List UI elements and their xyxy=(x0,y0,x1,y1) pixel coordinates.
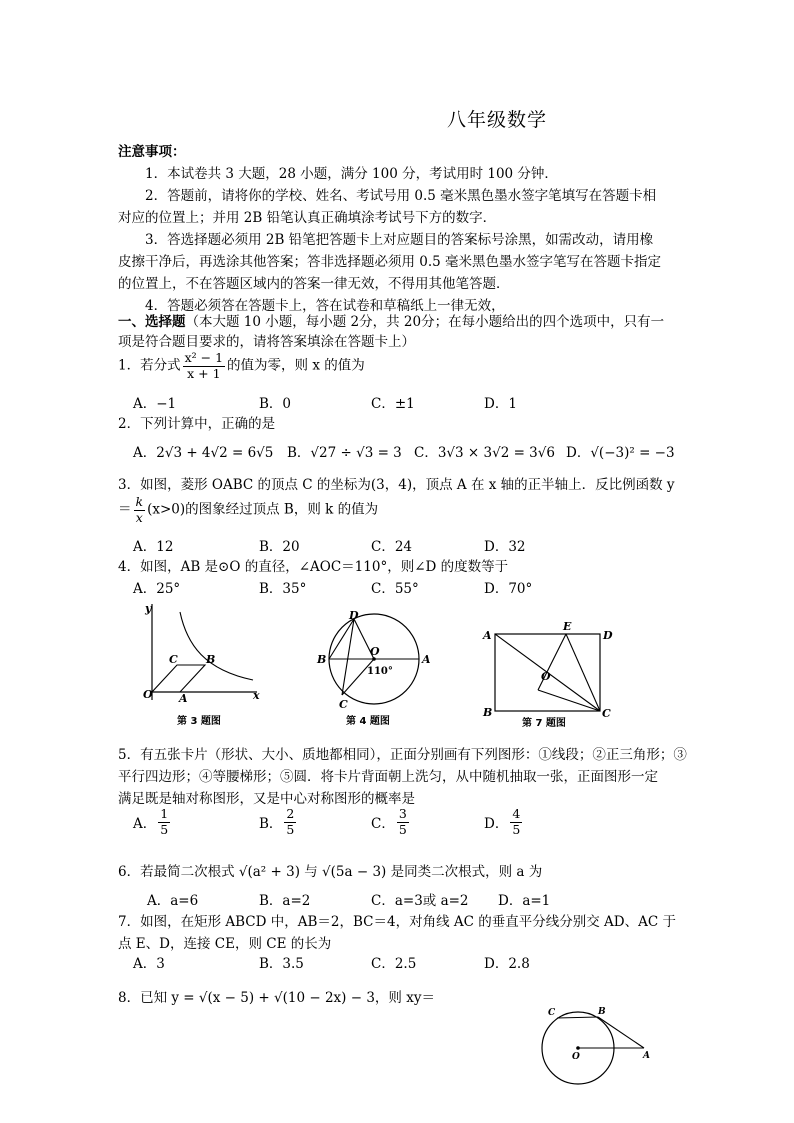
q5-c-num: 3 xyxy=(398,806,407,821)
q2-option-d: D．√(−3)² = −3 xyxy=(566,445,675,461)
fig4-label-d: D xyxy=(349,609,359,622)
fig8-label-b: B xyxy=(598,1007,606,1017)
question-1-stem xyxy=(118,352,365,380)
q3-suffix: (x>0)的图象经过顶点 B，则 k 的值为 xyxy=(147,501,379,518)
question-2-stem: 2．下列计算中，正确的是 xyxy=(118,416,276,432)
hyperbola-curve xyxy=(180,612,253,680)
page-title: 八年级数学 xyxy=(447,109,548,131)
note-line: 对应的位置上；并用 2B 铅笔认真正确填涂考试号下方的数字． xyxy=(118,210,497,226)
fig4-angle-label: 110° xyxy=(367,666,393,677)
segment-ce xyxy=(566,634,600,711)
rhombus-oabc xyxy=(152,665,205,692)
q5-option-c-fraction xyxy=(397,808,409,836)
question-3-line2 xyxy=(118,496,378,524)
fig4-label-o: O xyxy=(370,645,380,658)
q7-option-b: B．3.5 xyxy=(259,956,304,972)
q3-denominator: x xyxy=(135,509,143,525)
note-line: 皮擦干净后，再选涂其他答案；答非选择题必须用 0.5 毫米黑色墨水签字笔写在答题卡指定 xyxy=(118,254,662,270)
fig3-label-c: C xyxy=(169,653,178,666)
q7-option-c: C．2.5 xyxy=(371,956,417,972)
figure-3 xyxy=(125,600,265,730)
fig7-label-a: A xyxy=(483,629,492,642)
notes-heading: 注意事项： xyxy=(118,144,186,160)
fig4-caption: 第 4 题图 xyxy=(346,716,390,727)
question-5-line2: 平行四边形；④等腰梯形；⑤圆．将卡片背面朝上洗匀，从中随机抽取一张，正面图形一定 xyxy=(118,769,658,785)
q3-equals: ＝ xyxy=(118,501,132,518)
q5-a-den: 5 xyxy=(160,821,169,837)
question-8-stem: 8．已知 y = √(x − 5) + √(10 − 2x) − 3，则 xy＝ xyxy=(118,990,435,1006)
question-5-line1: 5．有五张卡片（形状、大小、质地都相同），正面分别画有下列图形：①线段；②正三角形；③ xyxy=(118,747,687,763)
q2-option-a: A．2√3 + 4√2 = 6√5 xyxy=(133,445,274,461)
q4-option-a: A．25° xyxy=(133,581,181,597)
q7-option-d: D．2.8 xyxy=(484,956,530,972)
q3-option-d: D．32 xyxy=(484,539,526,555)
q5-option-b-label: B． xyxy=(259,816,283,832)
question-4-stem: 4．如图，AB 是⊙O 的直径，∠AOC＝110°，则∠D 的度数等于 xyxy=(118,559,509,575)
q5-option-b-fraction xyxy=(284,808,296,836)
q5-option-a xyxy=(133,808,172,836)
q5-a-num: 1 xyxy=(160,806,169,821)
q6-option-b: B．a=2 xyxy=(259,893,311,909)
q1-option-d: D．1 xyxy=(484,396,517,412)
q5-option-c-label: C． xyxy=(371,816,395,832)
section-heading-line xyxy=(118,310,664,330)
question-7-line2: 点 E、D，连接 CE，则 CE 的长为 xyxy=(118,936,332,952)
q7-option-a: A．3 xyxy=(133,956,165,972)
question-6-stem: 6．若最简二次根式 √(a² + 3) 与 √(5a − 3) 是同类二次根式，则 a 为 xyxy=(118,864,543,880)
fig7-label-o: O xyxy=(541,670,551,683)
q5-option-d xyxy=(484,808,524,836)
question-5-line3: 满足既是轴对称图形，又是中心对称图形的概率是 xyxy=(118,791,415,807)
q5-d-den: 5 xyxy=(512,821,521,837)
fig7-label-d: D xyxy=(603,629,613,642)
fig4-label-b: B xyxy=(317,653,327,666)
section-desc: （本大题 10 小题，每小题 2分，共 20分；在每小题给出的四个选项中，只有一 xyxy=(185,314,665,330)
q1-prefix: 1．若分式 xyxy=(118,357,181,374)
q4-option-d: D．70° xyxy=(484,581,533,597)
note-line: 1．本试卷共 3 大题，28 小题，满分 100 分，考试用时 100 分钟． xyxy=(145,166,558,182)
q1-option-a: A．−1 xyxy=(133,396,177,412)
fig7-caption: 第 7 题图 xyxy=(522,718,566,729)
q3-option-b: B．20 xyxy=(259,539,300,555)
section-desc-2: 项是符合题目要求的，请将答案填涂在答题卡上） xyxy=(118,334,415,350)
center-point xyxy=(576,1046,580,1050)
q5-option-c xyxy=(371,808,411,836)
fig3-label-o: O xyxy=(143,688,153,701)
question-3-line1: 3．如图，菱形 OABC 的顶点 C 的坐标为(3，4)，顶点 A 在 x 轴的正半轴上．反比例函数 y xyxy=(118,477,675,493)
figure-8 xyxy=(530,1002,660,1087)
q1-numerator: x² − 1 xyxy=(184,350,224,365)
q2-option-c: C．3√3 × 3√2 = 3√6 xyxy=(414,445,555,461)
q2-option-b: B．√27 ÷ √3 = 3 xyxy=(287,445,402,461)
fig3-label-x: x xyxy=(253,689,260,702)
fig7-label-b: B xyxy=(483,706,493,719)
q1-fraction xyxy=(183,352,225,380)
q3-option-c: C．24 xyxy=(371,539,413,555)
note-line: 3．答选择题必须用 2B 铅笔把答题卡上对应题目的答案标号涂黑，如需改动，请用橡 xyxy=(145,232,654,248)
q3-fraction xyxy=(134,496,146,524)
segment-extra xyxy=(538,690,600,711)
fig3-label-b: B xyxy=(206,653,216,666)
chord-cb xyxy=(557,1017,598,1018)
q5-b-den: 5 xyxy=(286,821,295,837)
fig3-caption: 第 3 题图 xyxy=(177,716,221,727)
q5-b-num: 2 xyxy=(286,806,295,821)
q1-denominator: x + 1 xyxy=(187,365,221,381)
q3-option-a: A．12 xyxy=(133,539,174,555)
q5-option-d-fraction xyxy=(510,808,522,836)
note-line: 2．答题前，请将你的学校、姓名、考试号用 0.5 毫米黑色墨水签字笔填写在答题卡相 xyxy=(145,188,657,204)
q1-option-b: B．0 xyxy=(259,396,292,412)
figure-7 xyxy=(480,618,630,730)
q6-option-c: C．a=3或 a=2 xyxy=(371,893,469,909)
q1-option-c: C．±1 xyxy=(371,396,415,412)
q4-option-b: B．35° xyxy=(259,581,307,597)
figure-4 xyxy=(312,605,432,730)
q5-option-a-label: A． xyxy=(133,816,157,832)
q5-option-d-label: D． xyxy=(484,816,509,832)
fig3-label-a: A xyxy=(179,692,188,705)
question-7-line1: 7．如图，在矩形 ABCD 中，AB＝2，BC＝4，对角线 AC 的垂直平分线分别交 AD、AC 于 xyxy=(118,914,676,930)
q5-c-den: 5 xyxy=(398,821,407,837)
q6-option-d: D．a=1 xyxy=(498,893,551,909)
fig8-label-c: C xyxy=(548,1008,556,1018)
note-line: 4．答题必须答在答题卡上，答在试卷和草稿纸上一律无效， xyxy=(145,298,505,314)
fig4-label-a: A xyxy=(422,653,431,666)
q5-option-b xyxy=(259,808,298,836)
q6-option-a: A．a=6 xyxy=(147,893,199,909)
q1-suffix: 的值为零，则 x 的值为 xyxy=(227,357,365,374)
fig8-label-a: A xyxy=(643,1051,650,1061)
fig7-label-e: E xyxy=(563,620,572,633)
q3-numerator: k xyxy=(135,494,144,509)
note-line: 的位置上，不在答题区域内的答案一律无效，不得用其他笔答题． xyxy=(118,276,510,292)
q5-d-num: 4 xyxy=(512,806,521,821)
q5-option-a-fraction xyxy=(158,808,170,836)
fig7-label-c: C xyxy=(602,707,611,720)
section-heading: 一、选择题 xyxy=(118,314,186,330)
fig3-label-y: y xyxy=(145,602,152,615)
tangent-ab xyxy=(598,1017,644,1048)
segment-db xyxy=(329,619,354,659)
q4-option-c: C．55° xyxy=(371,581,419,597)
fig8-label-o: O xyxy=(572,1052,580,1062)
fig4-label-c: C xyxy=(339,698,348,711)
